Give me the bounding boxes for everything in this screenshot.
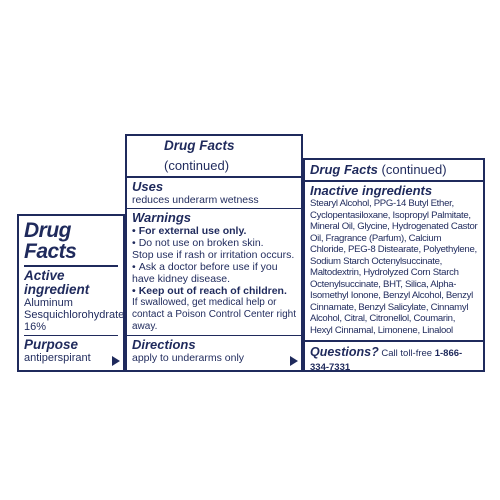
divider — [24, 265, 118, 267]
active-ingredient-heading: Active ingredient — [24, 268, 90, 297]
phone-number: 1-866-334-7331 — [310, 348, 463, 373]
warning-if-swallowed: If swallowed, get medical help or contact a Poison Control Center right away. — [132, 297, 296, 332]
uses-text: reduces underarm wetness — [132, 194, 259, 206]
active-ingredient-text: Aluminum Sesquichlorohydrate 16% — [24, 297, 125, 333]
continue-arrow-icon — [112, 356, 120, 366]
panel-title-text: Drug Facts — [164, 138, 235, 153]
panel-title-facts: Facts — [24, 240, 77, 263]
inactive-ingredients-heading: Inactive ingredients — [310, 183, 433, 198]
purpose-heading: Purpose — [24, 337, 79, 352]
directions-text: apply to underarms only — [132, 352, 245, 364]
uses-heading: Uses — [132, 179, 164, 194]
warnings-section — [127, 209, 301, 335]
panel-title-suffix: (continued) — [164, 158, 230, 173]
drug-facts-panel-3 — [303, 158, 485, 372]
warnings-heading: Warnings — [132, 210, 191, 225]
warning-ask-doctor: • Ask a doctor before use if you have kidney disease. — [132, 261, 296, 285]
questions-row — [305, 342, 483, 378]
inactive-ingredients-text: Stearyl Alcohol, PPG-14 Butyl Ether, Cyclopentasiloxane, Isopropyl Palmitate, Mineral Oil, Glycine, Hydrogenated Castor Oil, Fragrance (Parfum), Calcium Chloride, PEG-8 Distearate, Polyethylene, Sodium Starch Octenylsuccinate, Maltodextrin, Hydrolyzed Corn Starch Octenylsuccinate, BHT, Silica, Alpha-Isomethyl Ionone, Benzyl Alcohol, Benzyl Cinnamate, Benzyl Salicylate, Cinnamyl Alcohol, Citral, Citronellol, Coumarin, Hexyl Cinnamal, Limonene, Linalool — [310, 198, 478, 336]
panel-title-suffix: (continued) — [381, 162, 447, 177]
panel-title — [127, 136, 301, 176]
warning-keep-out-of-reach: • Keep out of reach of children. — [132, 285, 296, 297]
panel-title-drug: Drug — [24, 219, 71, 242]
panel-title — [305, 160, 483, 180]
directions-heading: Directions — [132, 337, 196, 352]
uses-section — [127, 178, 301, 208]
questions-heading: Questions? — [310, 345, 379, 359]
continue-arrow-icon — [290, 356, 298, 366]
inactive-ingredients-section — [305, 182, 483, 338]
warning-broken-skin: • Do not use on broken skin. — [132, 237, 296, 249]
purpose-text: antiperspirant — [24, 352, 91, 364]
warning-external-use: • For external use only. — [132, 225, 296, 237]
directions-section — [127, 336, 301, 366]
drug-facts-panel-2 — [125, 134, 303, 372]
divider — [24, 335, 118, 336]
questions-text: Call toll-free — [381, 348, 433, 359]
panel-title-text: Drug Facts — [310, 162, 378, 177]
warning-stop-use: Stop use if rash or irritation occurs. — [132, 249, 295, 261]
drug-facts-panel-1 — [17, 214, 125, 372]
